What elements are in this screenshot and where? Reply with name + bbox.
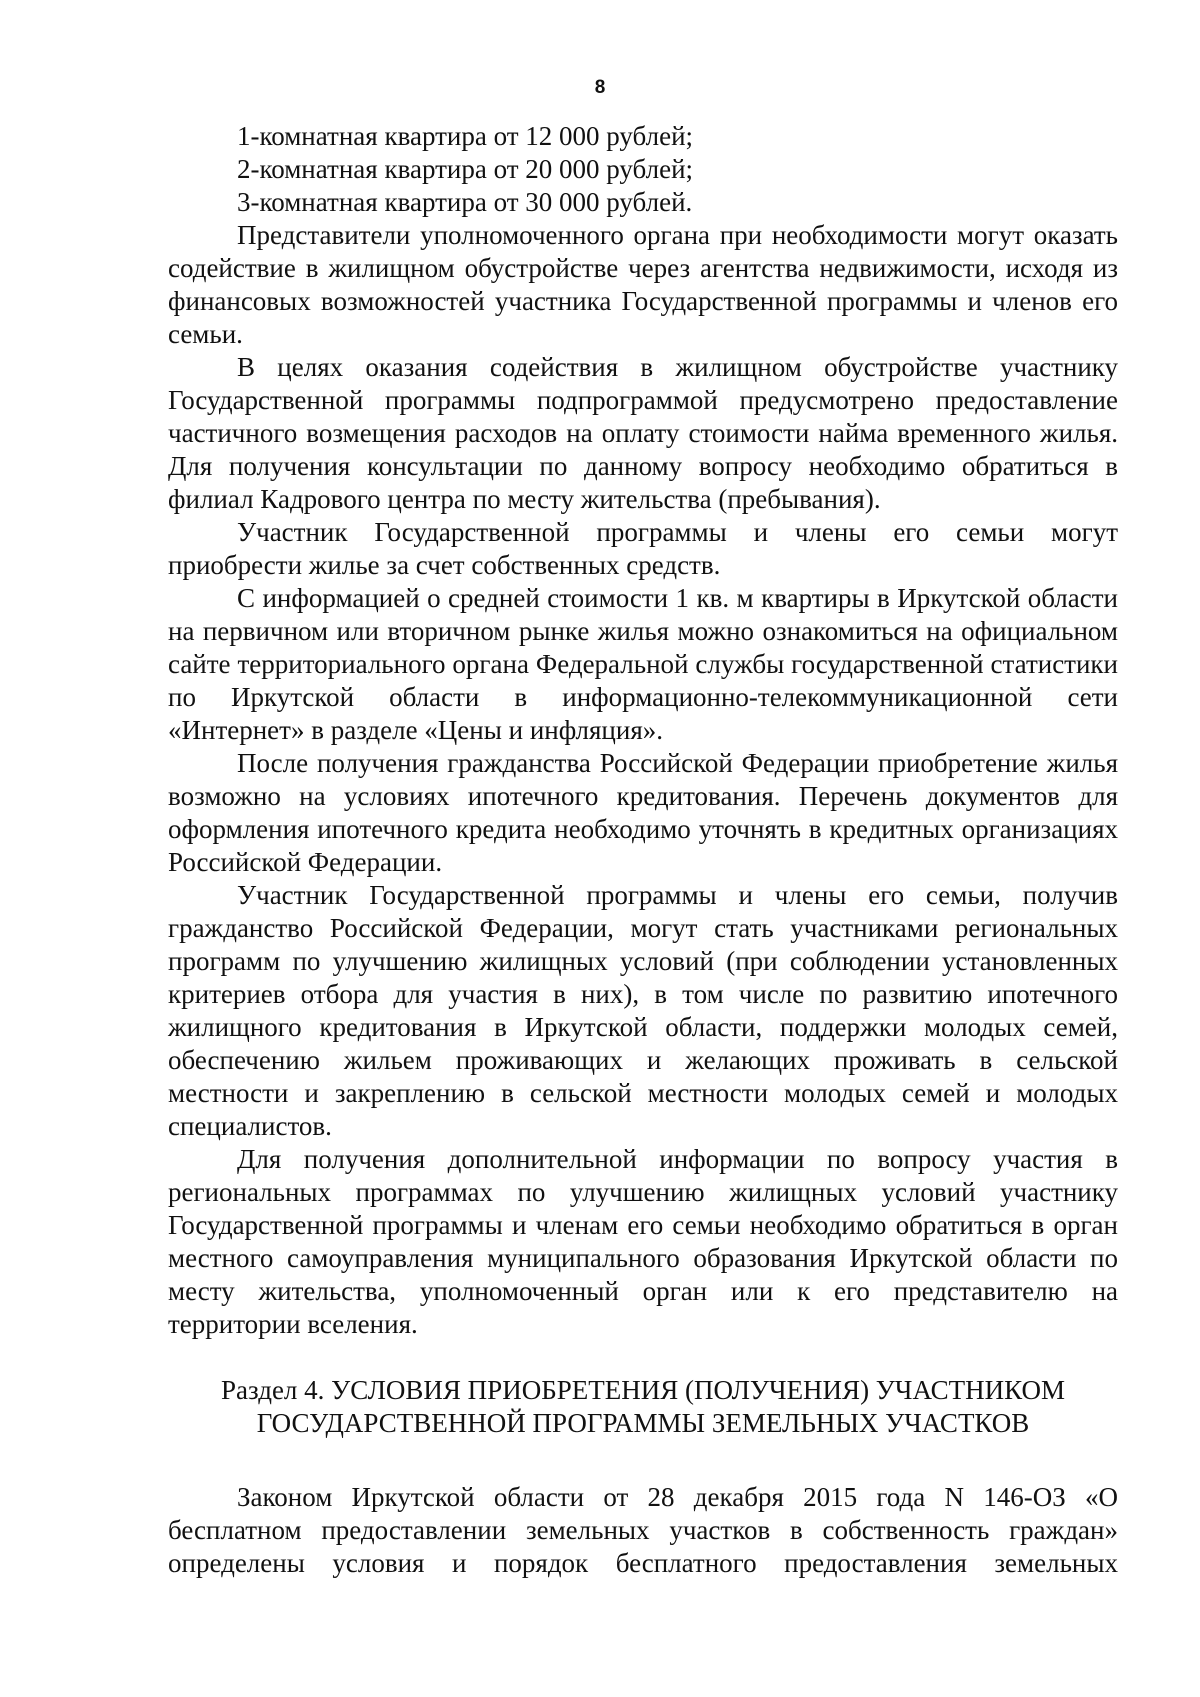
section-heading-line-2: ГОСУДАРСТВЕННОЙ ПРОГРАММЫ ЗЕМЕЛЬНЫХ УЧАСТКОВ [256, 1408, 1030, 1438]
section-heading [168, 1374, 1118, 1440]
list-item-3-room: 3-комнатная квартира от 30 000 рублей. [237, 187, 693, 217]
section-heading-line-1: Раздел 4. УСЛОВИЯ ПРИОБРЕТЕНИЯ (ПОЛУЧЕНИЯ) УЧАСТНИКОМ [221, 1375, 1065, 1405]
list-item-1-room: 1-комнатная квартира от 12 000 рублей; [237, 121, 694, 151]
paragraph-additional-info: Для получения дополнительной информации по вопросу участия в региональных программах по улучшению жилищных условий участнику Государственной программы и членам его семьи необходимо обратиться в орган местного самоуправления муниципального образования Иркутской области по месту жительства, уполномоченный орган или к его представителю на территории вселения. [168, 1144, 1118, 1339]
paragraph-representatives: Представители уполномоченного органа при необходимости могут оказать содействие в жилищном обустройстве через агентства недвижимости, исходя из финансовых возможностей участника Государственной программы и членов его семьи. [168, 220, 1118, 349]
page-number: 8 [594, 77, 606, 98]
paragraph-mortgage: После получения гражданства Российской Федерации приобретение жилья возможно на условиях ипотечного кредитования. Перечень документов для оформления ипотечного кредита необходимо уточнять в кредитных организациях Российской Федерации. [168, 748, 1118, 877]
section-body [168, 1481, 1118, 1580]
paragraph-price-info: С информацией о средней стоимости 1 кв. м квартиры в Иркутской области на первичном или вторичном рынке жилья можно ознакомиться на официальном сайте территориального органа Федеральной службы государственной статистики по Иркутской области в информационно-телекоммуникационной сети «Интернет» в разделе «Цены и инфляция». [168, 583, 1118, 745]
list-item-2-room: 2-комнатная квартира от 20 000 рублей; [237, 154, 694, 184]
body-text [168, 120, 1118, 1341]
paragraph-regional-programs: Участник Государственной программы и члены его семьи, получив гражданство Российской Федерации, могут стать участниками региональных программ по улучшению жилищных условий (при соблюдении установленных критериев отбора для участия в них), в том числе по развитию ипотечного жилищного кредитования в Иркутской области, поддержки молодых семей, обеспечению жильем проживающих и желающих проживать в сельской местности и закреплению в сельской местности молодых семей и молодых специалистов. [168, 880, 1118, 1141]
paragraph-land-law: Законом Иркутской области от 28 декабря 2015 года N 146-ОЗ «О бесплатном предоставлении земельных участков в собственность граждан» определены условия и порядок бесплатного предоставления земельных [168, 1482, 1118, 1578]
paragraph-rent-compensation: В целях оказания содействия в жилищном обустройстве участнику Государственной программы подпрограммой предусмотрено предоставление частичного возмещения расходов на оплату стоимости найма временного жилья. Для получения консультации по данному вопросу необходимо обратиться в филиал Кадрового центра по месту жительства (пребывания). [168, 352, 1118, 514]
paragraph-own-funds: Участник Государственной программы и члены его семьи могут приобрести жилье за счет собственных средств. [168, 517, 1118, 580]
